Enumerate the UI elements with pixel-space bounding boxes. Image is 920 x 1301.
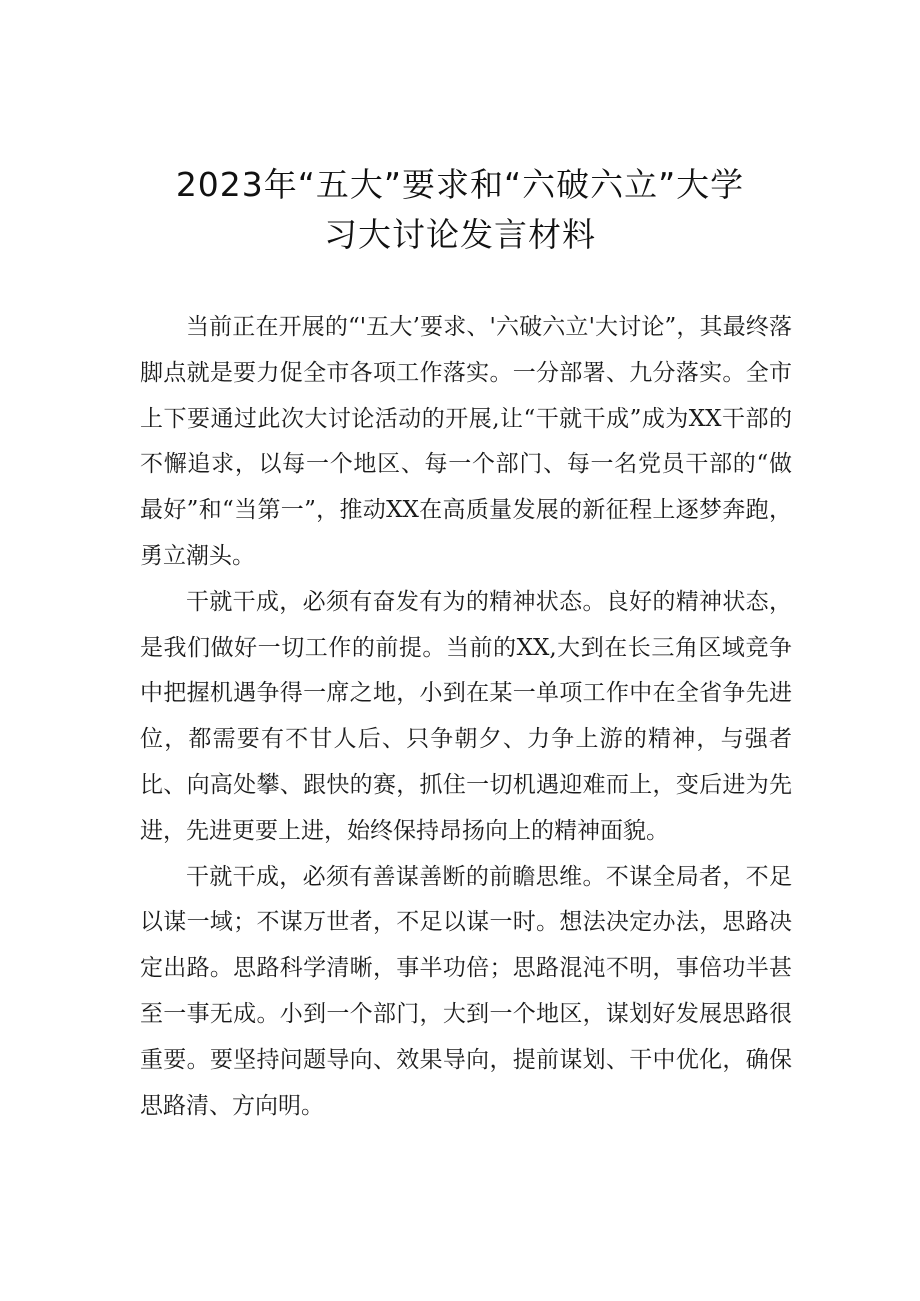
paragraph-3: 干就干成，必须有善谋善断的前瞻思维。不谋全局者，不足以谋一域；不谋万世者，不足以谋一时。想法决定办法，思路决定出路。思路科学清晰，事半功倍；思路混沌不明，事倍功半甚至一事无成。小到一个部门，大到一个地区，谋划好发展思路很重要。要坚持问题导向、效果导向，提前谋划、干中优化，确保思路清、方向明。 [140,863,792,1119]
title-line-1: 2023年“五大”要求和“六破六立”大学 [175,165,745,204]
paragraph-1: 当前正在开展的“'五大’要求、'六破六立'大讨论”，其最终落脚点就是要力促全市各项工作落实。一分部署、九分落实。全市上下要通过此次大讨论活动的开展,让“干就干成”成为XX干部的不懈追求，以每一个地区、每一个部门、每一名党员干部的“做最好”和“当第一”，推动XX在高质量发展的新征程上逐梦奔跑，勇立潮头。 [140,314,792,569]
title-line-2: 习大讨论发言材料 [324,215,596,254]
document-title [120,160,800,260]
paragraph-2: 干就干成，必须有奋发有为的精神状态。良好的精神状态，是我们做好一切工作的前提。当前的XX,大到在长三角区域竞争中把握机遇争得一席之地，小到在某一单项工作中在全省争先进位，都需要有不甘人后、只争朝夕、力争上游的精神，与强者比、向高处攀、跟快的赛，抓住一切机遇迎难而上，变后进为先进，先进更要上进，始终保持昂扬向上的精神面貌。 [140,588,792,844]
document-body [140,305,792,1129]
